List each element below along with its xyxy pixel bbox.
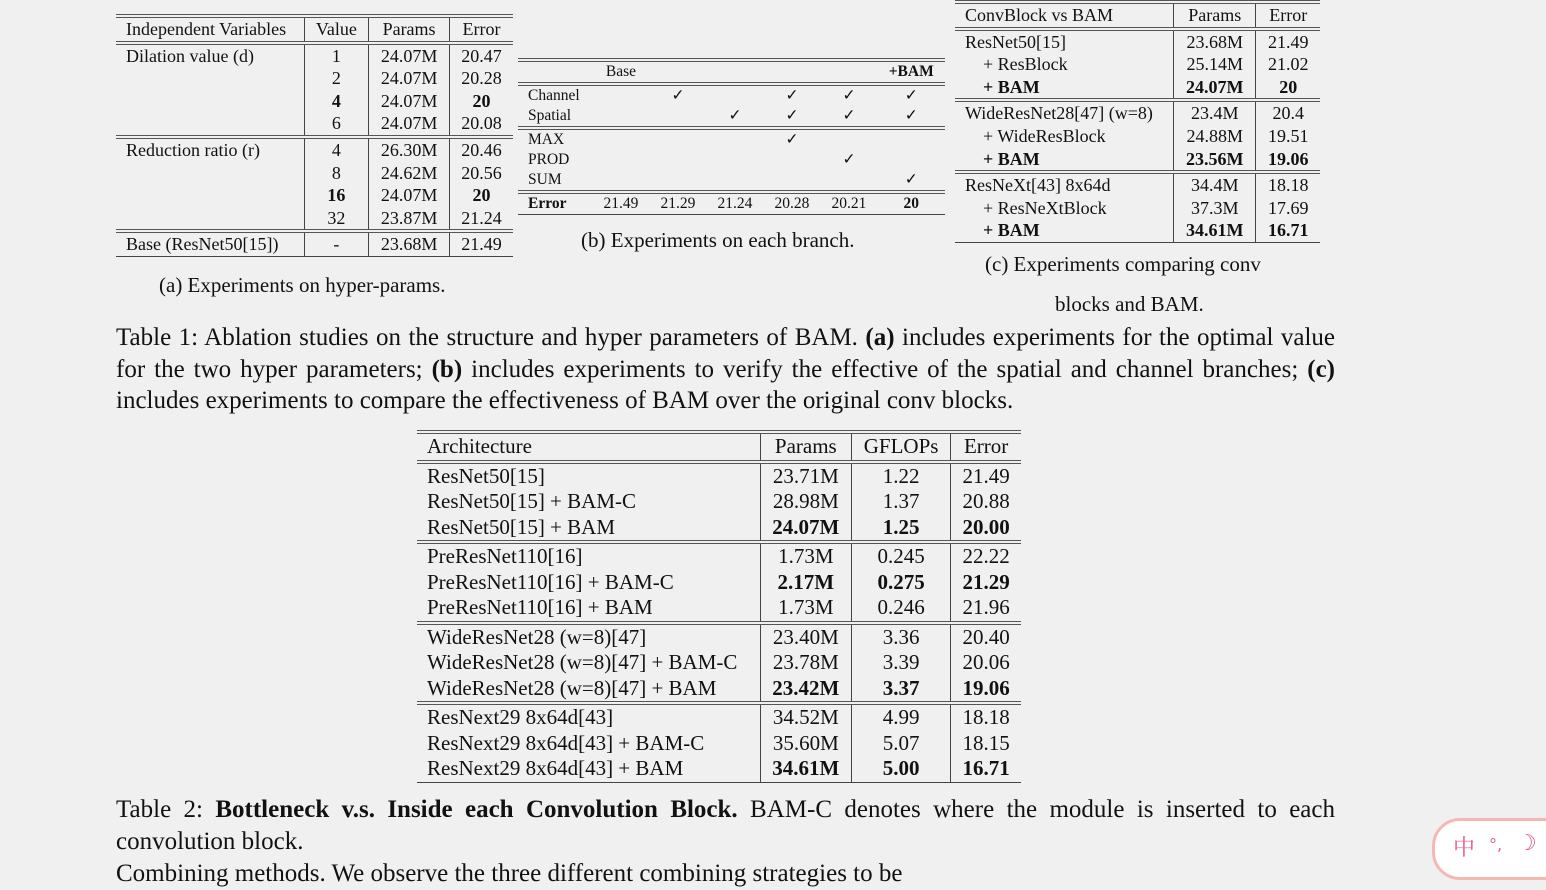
table-cell: 32 — [304, 207, 369, 232]
table-cell: 23.78M — [760, 650, 851, 676]
table-cell: 4 — [304, 137, 369, 162]
table-cell: 28.98M — [760, 489, 851, 515]
table-row — [955, 53, 1320, 76]
caption-bold: (c) — [1307, 355, 1335, 383]
table-row — [955, 125, 1320, 148]
table-cell: 1.73M — [760, 542, 851, 570]
table-cell: 21.49 — [449, 231, 513, 256]
table-cell: SUM — [528, 171, 562, 188]
column-header: Architecture — [417, 432, 760, 462]
table-cell: ResNet50[15] — [417, 462, 760, 490]
table-cell: 35.60M — [760, 731, 851, 757]
table-cell: Reduction ratio (r) — [116, 137, 304, 162]
table-cell: ✓ — [842, 151, 856, 168]
table-cell: 34.61M — [1174, 219, 1256, 242]
table-row — [417, 595, 1021, 623]
table-cell: 1.25 — [851, 515, 950, 543]
table-cell: PreResNet110[16] + BAM-C — [427, 569, 674, 594]
table-cell: ✓ — [820, 84, 877, 106]
header-row — [518, 60, 945, 84]
table-cell — [116, 162, 304, 185]
table-row — [955, 76, 1320, 101]
table-row — [116, 43, 513, 68]
table-cell — [877, 150, 945, 170]
table-cell: ResNet50[15] — [955, 29, 1174, 54]
table-cell: ✓ — [904, 171, 918, 188]
table-cell: 19.06 — [951, 676, 1021, 704]
column-header — [763, 60, 820, 84]
header-row — [116, 16, 513, 43]
table-cell: ✓ — [763, 84, 820, 106]
table-cell: 1.37 — [851, 489, 950, 515]
table-cell: 20.21 — [820, 192, 877, 215]
table-cell: 1.22 — [851, 462, 950, 490]
ime-language-toggle[interactable]: 中 — [1453, 836, 1476, 861]
column-header: Params — [1174, 2, 1256, 29]
ime-punctuation-toggle[interactable]: °, — [1489, 835, 1503, 854]
table-cell: 23.71M — [760, 462, 851, 490]
table-cell: 0.245 — [851, 542, 950, 570]
table-row — [116, 231, 513, 256]
table-cell: 24.07M — [1174, 76, 1256, 101]
column-header — [518, 60, 592, 84]
table-convblock-vs-bam — [955, 0, 1320, 243]
table-cell: 24.07M — [369, 112, 450, 137]
table-cell: WideResNet28 (w=8)[47] + BAM — [427, 675, 717, 700]
table-cell: 20.28 — [763, 192, 820, 215]
table-cell: 21.49 — [1256, 29, 1320, 54]
header-row — [417, 432, 1021, 462]
table-cell: 24.07M — [369, 43, 450, 68]
table-cell: 23.40M — [760, 623, 851, 651]
table-cell — [763, 150, 820, 170]
table-cell: ✓ — [728, 107, 742, 124]
table-cell: 2.17M — [760, 570, 851, 596]
table-cell: 18.18 — [951, 703, 1021, 731]
table-cell: + ResNeXtBlock — [983, 197, 1107, 218]
table-cell — [820, 128, 877, 150]
table-cell: 34.61M — [760, 756, 851, 782]
table-cell: 18.18 — [1256, 172, 1320, 197]
caption-text: Table 1: Ablation studies on the structure and hyper parameters of BAM. — [116, 324, 866, 351]
table-cell: ✓ — [877, 84, 945, 106]
table-row — [417, 650, 1021, 676]
table-cell: 23.4M — [1174, 100, 1256, 125]
caption-c-line2: blocks and BAM. — [1055, 292, 1204, 316]
table-cell: Base (ResNet50[15]) — [116, 231, 304, 256]
table-cell: 20.06 — [951, 650, 1021, 676]
table-cell: 20.00 — [951, 515, 1021, 543]
caption-text: BAM-C denotes where the module is inserted to each convolution block. — [116, 796, 1335, 855]
table-row — [955, 100, 1320, 125]
column-header: ConvBlock vs BAM — [955, 2, 1174, 29]
column-header: Error — [1256, 2, 1320, 29]
table-cell — [763, 170, 820, 192]
table-cell: 1.73M — [760, 595, 851, 623]
table-cell — [116, 90, 304, 113]
column-header: GFLOPs — [851, 432, 950, 462]
table-cell: + BAM — [955, 219, 1174, 242]
table-cell: 34.52M — [760, 703, 851, 731]
table-cell — [706, 150, 763, 170]
table-cell: 4 — [304, 90, 369, 113]
caption-a: (a) Experiments on hyper-params. — [159, 273, 446, 297]
table-cell: + BAM — [983, 148, 1040, 169]
table-cell: 6 — [304, 112, 369, 137]
table-cell: 21.29 — [649, 192, 706, 215]
caption-text: includes experiments for the optimal value for the two hyper parameters; — [116, 324, 1336, 383]
table-cell: 3.37 — [851, 676, 950, 704]
table-row — [955, 172, 1320, 197]
table-cell: ResNet50[15] + BAM-C — [427, 489, 636, 513]
table-cell — [592, 128, 649, 150]
column-header — [706, 60, 763, 84]
table-cell: 20.40 — [951, 623, 1021, 651]
caption-text: includes experiments to compare the effectiveness of BAM over the original conv blocks. — [116, 387, 1014, 414]
table-cell: 3.39 — [851, 650, 950, 676]
table-cell: 20.28 — [449, 67, 513, 90]
table-cell: 0.275 — [851, 570, 950, 596]
table-cell: 20 — [449, 90, 513, 113]
caption-bold: (a) — [865, 324, 895, 351]
table-cell: 22.22 — [951, 542, 1021, 570]
table-cell: ResNext29 8x64d[43] + BAM — [417, 756, 760, 782]
table-cell: Dilation value (d) — [116, 43, 304, 68]
table-cell: WideResNet28[47] (w=8) — [955, 100, 1174, 125]
table-cell: 24.62M — [369, 162, 450, 185]
table-cell — [706, 84, 763, 106]
caption-text: includes experiments to verify the effective of the spatial and channel branches; — [462, 355, 1308, 383]
table-row — [116, 112, 513, 137]
table-cell: 16 — [304, 184, 369, 207]
table-cell: 21.49 — [951, 462, 1021, 490]
table-cell: ResNeXt[43] 8x64d — [955, 172, 1174, 197]
table-row — [116, 184, 513, 207]
table-cell: 20.56 — [449, 162, 513, 185]
table-cell — [649, 128, 706, 150]
table-row — [955, 219, 1320, 242]
table-cell — [706, 128, 763, 150]
table-row — [955, 148, 1320, 173]
table-cell: PreResNet110[16] + BAM — [427, 595, 653, 619]
table-row — [116, 207, 513, 232]
table2-caption — [116, 794, 1335, 857]
table-row — [417, 570, 1021, 596]
table-cell: Channel — [518, 84, 592, 106]
table-cell: 25.14M — [1174, 53, 1256, 76]
table-row — [518, 170, 945, 192]
table-cell: 20.47 — [449, 43, 513, 68]
caption-bold: Bottleneck v.s. Inside each Convolution Block. — [215, 796, 738, 823]
table-row — [417, 542, 1021, 570]
table-row — [116, 137, 513, 162]
table-cell: + WideResBlock — [983, 125, 1106, 146]
column-header: Params — [369, 16, 450, 43]
table-cell — [592, 170, 649, 192]
table-cell: Spatial — [528, 107, 572, 124]
table-cell: 19.06 — [1256, 148, 1320, 173]
table-row — [417, 676, 1021, 704]
table-cell: - — [304, 231, 369, 256]
header-row — [955, 2, 1320, 29]
table-cell: 20 — [449, 184, 513, 207]
column-header: Error — [951, 432, 1021, 462]
table-cell: ✓ — [763, 128, 820, 150]
table-cell: 24.07M — [369, 90, 450, 113]
table1-caption — [116, 322, 1335, 417]
table-row — [417, 489, 1021, 515]
table-cell: ResNext29 8x64d[43] — [417, 703, 760, 731]
column-header: +BAM — [877, 60, 945, 84]
table-cell: 16.71 — [1256, 219, 1320, 242]
table-row — [518, 106, 945, 128]
table-cell: 21.96 — [951, 595, 1021, 623]
table-cell: ✓ — [904, 107, 918, 124]
table-cell: 20.88 — [951, 489, 1021, 515]
table-cell: + BAM — [983, 76, 1040, 97]
table-cell: 19.51 — [1256, 125, 1320, 148]
table-cell — [592, 150, 649, 170]
table-bottleneck — [417, 430, 1021, 783]
table-cell: 8 — [304, 162, 369, 185]
table-cell: 23.56M — [1174, 148, 1256, 173]
table-row — [417, 623, 1021, 651]
table-cell: 26.30M — [369, 137, 450, 162]
table-cell: ResNext29 8x64d[43] + BAM-C — [427, 730, 705, 755]
table-cell: 21.24 — [449, 207, 513, 232]
table-cell: 21.29 — [951, 570, 1021, 596]
next-heading-partial: Combining methods. We observe the three different combining strategies to be — [116, 860, 903, 887]
table-cell: WideResNet28 (w=8)[47] — [417, 623, 760, 651]
table-row — [417, 703, 1021, 731]
table-cell: 23.68M — [1174, 29, 1256, 54]
table-row — [116, 67, 513, 90]
table-cell — [116, 67, 304, 90]
table-row — [417, 731, 1021, 757]
table-row — [955, 197, 1320, 220]
table-cell: 23.42M — [760, 676, 851, 704]
table-row — [518, 150, 945, 170]
table-cell: ✓ — [649, 84, 706, 106]
column-header: Error — [449, 16, 513, 43]
table-cell: Error — [518, 192, 592, 215]
table-row — [417, 462, 1021, 490]
table-cell: 23.68M — [369, 231, 450, 256]
table-cell — [877, 128, 945, 150]
table-cell: 24.07M — [369, 184, 450, 207]
table-cell: WideResNet28 (w=8)[47] + BAM-C — [427, 650, 738, 674]
table-cell: 18.15 — [951, 731, 1021, 757]
table-cell: 1 — [304, 43, 369, 68]
table-row — [518, 84, 945, 106]
table-cell: 24.07M — [369, 67, 450, 90]
table-cell: 24.88M — [1174, 125, 1256, 148]
caption-text: Table 2: — [116, 796, 216, 823]
table-cell: 0.246 — [851, 595, 950, 623]
table-row — [417, 515, 1021, 543]
table-cell: 17.69 — [1256, 197, 1320, 220]
column-header: Params — [760, 432, 851, 462]
table-row — [518, 128, 945, 150]
column-header: Independent Variables — [116, 16, 304, 43]
table-cell: ✓ — [785, 107, 799, 124]
table-branches — [518, 58, 945, 215]
table-cell: 37.3M — [1174, 197, 1256, 220]
column-header: Value — [304, 16, 369, 43]
table-cell: ✓ — [842, 107, 856, 124]
table-row — [417, 756, 1021, 782]
table-row — [116, 90, 513, 113]
table-cell: 21.24 — [706, 192, 763, 215]
column-header — [820, 60, 877, 84]
table-cell: 3.36 — [851, 623, 950, 651]
table-row — [116, 162, 513, 185]
table-cell — [649, 106, 706, 128]
table-hyper-params — [116, 14, 513, 257]
table-cell: 20 — [877, 192, 945, 215]
table-cell: 21.02 — [1256, 53, 1320, 76]
table-cell — [116, 207, 304, 232]
table-cell — [649, 170, 706, 192]
column-header: Base — [592, 60, 649, 84]
table-cell: PreResNet110[16] — [417, 542, 760, 570]
table-cell: ResNet50[15] + BAM — [427, 514, 615, 539]
table-row — [955, 29, 1320, 54]
table-cell: 20.46 — [449, 137, 513, 162]
table-cell — [116, 112, 304, 137]
caption-bold: (b) — [431, 355, 463, 383]
table-cell — [592, 106, 649, 128]
table-cell: MAX — [518, 128, 592, 150]
table-cell — [116, 184, 304, 207]
table-cell: 20 — [1256, 76, 1320, 101]
table-row — [518, 192, 945, 215]
table-cell — [820, 170, 877, 192]
table-cell: 20.08 — [449, 112, 513, 137]
table-cell: PROD — [528, 151, 570, 168]
moon-icon[interactable]: ☽ — [1517, 831, 1537, 856]
table-cell: 24.07M — [760, 515, 851, 543]
table-cell — [649, 150, 706, 170]
table-cell: 2 — [304, 67, 369, 90]
table-cell: 34.4M — [1174, 172, 1256, 197]
table-cell: 4.99 — [851, 703, 950, 731]
table-cell: 5.07 — [851, 731, 950, 757]
caption-b: (b) Experiments on each branch. — [581, 228, 855, 252]
table-cell: 23.87M — [369, 207, 450, 232]
table-cell — [706, 170, 763, 192]
caption-c-line1: (c) Experiments comparing conv — [985, 252, 1261, 276]
table-cell: 16.71 — [951, 756, 1021, 782]
table-cell: 21.49 — [592, 192, 649, 215]
table-cell: 20.4 — [1256, 100, 1320, 125]
table-cell: 5.00 — [851, 756, 950, 782]
column-header — [649, 60, 706, 84]
table-cell — [592, 84, 649, 106]
table-cell: + ResBlock — [983, 54, 1068, 75]
